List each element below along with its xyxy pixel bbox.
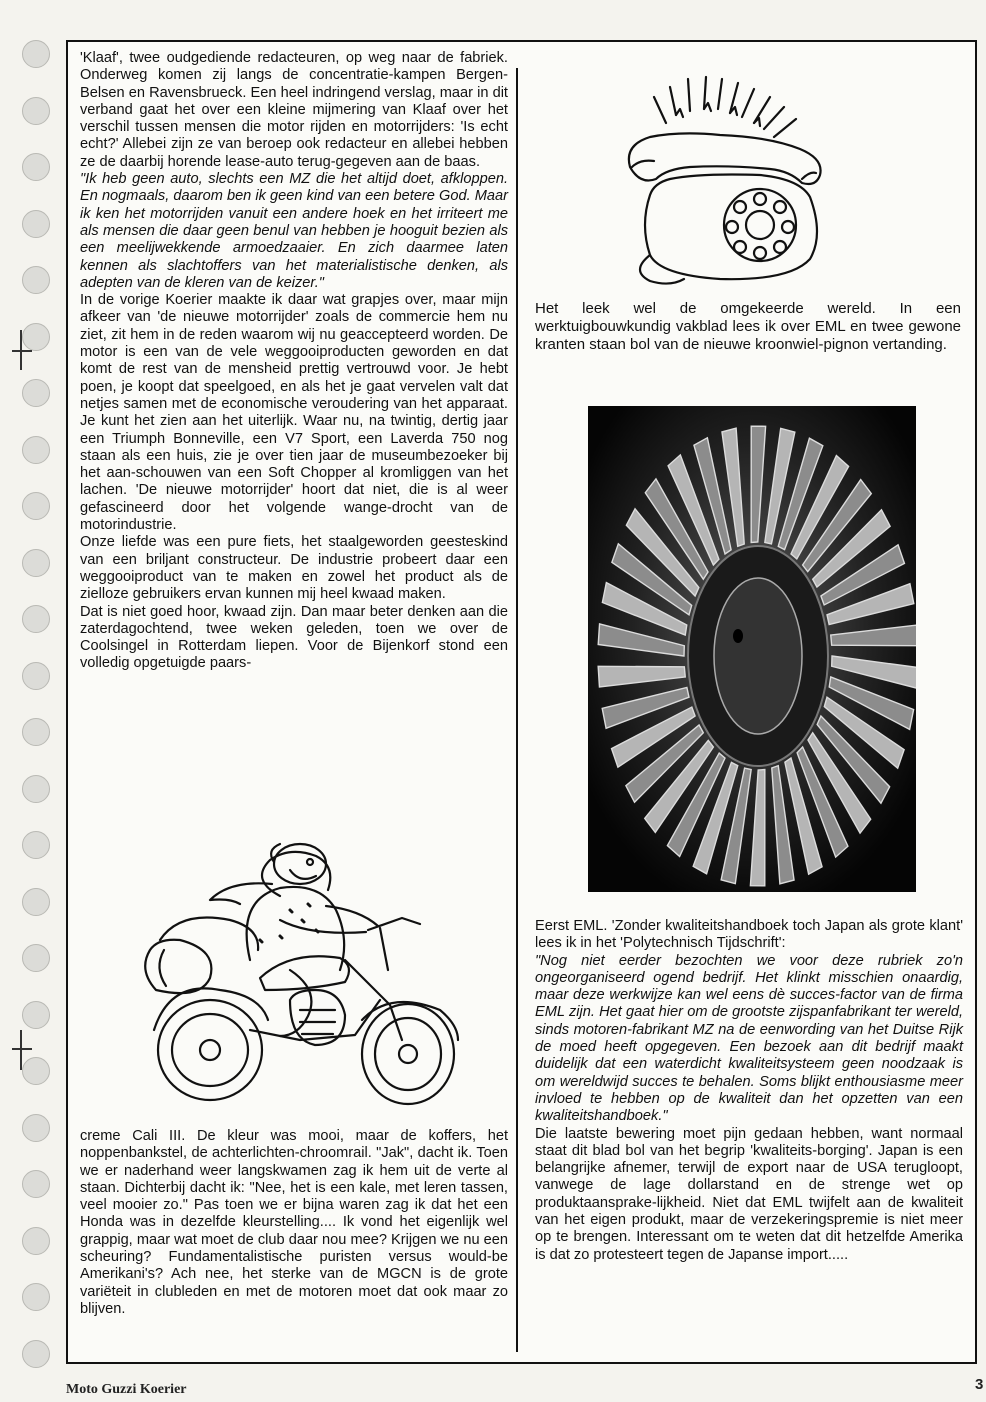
binder-hole (22, 1283, 50, 1311)
binder-hole (22, 549, 50, 577)
paragraph: Eerst EML. 'Zonder kwaliteitshandboek toch Japan als grote klant' lees ik in het 'Polytechnisch Tijdschrift': (535, 918, 963, 952)
right-column-bottom-text (535, 918, 963, 1264)
binder-hole (22, 1170, 50, 1198)
paragraph: Dat is niet goed hoor, kwaad zijn. Dan maar beter denken aan die zaterdagochtend, twee weken geleden, toen we over de Coolsingel in Rotterdam liepen. Voor de Bijenkorf stond een volledig opgetuigde paars- (80, 603, 508, 672)
right-column-top-text (535, 300, 961, 354)
column-divider (516, 68, 518, 1352)
ringing-telephone-illustration (610, 75, 840, 290)
bevel-gear-photo-drawing (588, 406, 916, 892)
binder-hole (22, 436, 50, 464)
binder-hole (22, 831, 50, 859)
binder-hole (22, 210, 50, 238)
binder-hole (22, 1114, 50, 1142)
paragraph: Die laatste bewering moet pijn gedaan hebben, want normaal staat dit blad bol van het begrip 'kwaliteits-borging'. Japan is een belangrijke afnemer, terwijl de export naar de USA terugloopt, vanwege de lage dollarstand en de strenge wet op produktaansprake-lijkheid. Niet dat EML twijfelt aan de kwaliteit van het eigen produkt, maar de verzekeringspremie is niet meer op te brengen. Interessant om te weten dat dit hetzelfde Amerika is dat zo protesteert tegen de Japanse import..... (535, 1125, 963, 1263)
quote-paragraph: "Nog niet eerder bezochten we voor deze rubriek zo'n ongeorganiseerd ogend bedrijf. Het klinkt misschien onaardig, maar deze werkwijze kan wel eens dè succes-factor van de firma EML zijn. Het gaat hier om de grootste zijspanfabrikant ter wereld, sinds motoren-fabrikant MZ na de eenwording van het Duitse Rijk de moed heeft opgegeven. Een bezoek aan dit bedrijf maakt duidelijk dat een waterdicht kwaliteitsysteem geen noodzaak is om wereldwijd succes te behalen. Soms blijkt enthousiasme meer invloed te hebben op de kwaliteit dan het opzetten van een kwaliteitshandboek." (535, 952, 963, 1125)
binder-hole (22, 605, 50, 633)
binder-holes (22, 40, 52, 1400)
margin-mark (12, 350, 32, 352)
binder-hole (22, 775, 50, 803)
quote-paragraph: "Ik heb geen auto, slechts een MZ die het altijd doet, afkloppen. En nogmaals, daarom ben ik geen kind van een betere God. Maar ik ken het motorrijden vanuit een andere hoek en het irriteert me als mensen die daar geen benul van hebben je hooguit bezien als een meelijwekkende armoedzaaier. En zich daarmee laten kennen als slachtoffers van het materialistische denken, als adepten van de kleren van de keizer." (80, 171, 508, 291)
binder-hole (22, 379, 50, 407)
binder-hole (22, 1227, 50, 1255)
paragraph: In de vorige Koerier maakte ik daar wat grapjes over, maar mijn afkeer van 'de nieuwe motorrijder' zoals de commercie hem nu ziet, zit hem in de reden waarom wij nu geaccepteerd worden. De motor is een van de vele weggooiproducten geworden en dat komt de rest van de mensheid prettig vertrouwd voor. Je hebt poen, je koopt dat speelgoed, en als het je gaat vervelen valt dat netjes samen met de economische veroudering van het apparaat. Je kunt het zien aan het uiterlijk. Waar nu, na twintig, dertig jaar een Triumph Bonneville, een V7 Sport, een Laverda 750 nog staan als een huis, zie je over tien jaar de museumbezoeker bij het aan-schouwen van een Soft Chopper al kromliggen van het lachen. 'De nieuwe motorrijder' hoort dat niet, die is al weer gefascineerd door het volgende wange-drocht van de motorindustrie. (80, 292, 508, 534)
motorcycle-rider-illustration (140, 840, 470, 1122)
paragraph: creme Cali III. De kleur was mooi, maar de koffers, het noppenbankstel, de achterlichten-chroomrail. "Jak", dacht ik. Toen we er naderhand weer langskwamen zag ik hem uit de verte al staan. Dichterbij dacht ik: "Nee, het is een kale, met leren tassen, veel mooier zo." Pas toen we er bijna waren zag ik dat het een Honda was in dezelfde kleurstelling.... Ik vond het eigenlijk wel grappig, maar wat moet de club daar nou mee? Krijgen we nu een scheuring? Fundamentalistische puristen versus would-be Amerikani's? Ach nee, het sterke van de MGCN is de grote variëteit in clubleden en met de motoren moet dat ook maar zo blijven. (80, 1128, 508, 1317)
paragraph: Het leek wel de omgekeerde wereld. In een werktuigbouwkundig vakblad lees ik over EML en twee gewone kranten staan bol van de nieuwe kroonwiel-pignon vertanding. (535, 300, 961, 353)
paragraph: 'Klaaf', twee oudgediende redacteuren, op weg naar de fabriek. Onderweg komen zij langs de concentratie-kampen Bergen-Belsen en Ravensbrueck. Een heel indringend verslag, maar in dit verband gaat het over een kleine mijmering van Klaaf over het verschil tussen mensen die motor rijden en motorrijders: 'Is echt echt?' Allebei zijn ze van beroep ook redacteur en allebei hebben ze de daarbij horende lease-auto terug-gegeven aan de baas. (80, 50, 508, 170)
margin-mark (12, 1048, 32, 1050)
margin-mark (20, 1030, 22, 1070)
magazine-footer-title: Moto Guzzi Koerier (66, 1382, 187, 1397)
binder-hole (22, 718, 50, 746)
binder-hole (22, 153, 50, 181)
paragraph: Onze liefde was een pure fiets, het staalgeworden geesteskind van een briljant constructeur. De industrie probeert daar een weggooiproduct van te maken en zowel het product als de zielloze gebruikers ervan kunnen mij heel kwaad maken. (80, 534, 508, 603)
left-column-top-text (80, 50, 508, 673)
binder-hole (22, 492, 50, 520)
page-number: 3 (975, 1376, 984, 1393)
binder-hole (22, 1001, 50, 1029)
binder-hole (22, 323, 50, 351)
binder-hole (22, 888, 50, 916)
binder-hole (22, 40, 50, 68)
binder-hole (22, 1340, 50, 1368)
binder-hole (22, 1057, 50, 1085)
binder-hole (22, 944, 50, 972)
left-column-bottom-text (80, 1128, 508, 1318)
binder-hole (22, 266, 50, 294)
binder-hole (22, 662, 50, 690)
binder-hole (22, 97, 50, 125)
bevel-gear-photo (588, 406, 916, 892)
